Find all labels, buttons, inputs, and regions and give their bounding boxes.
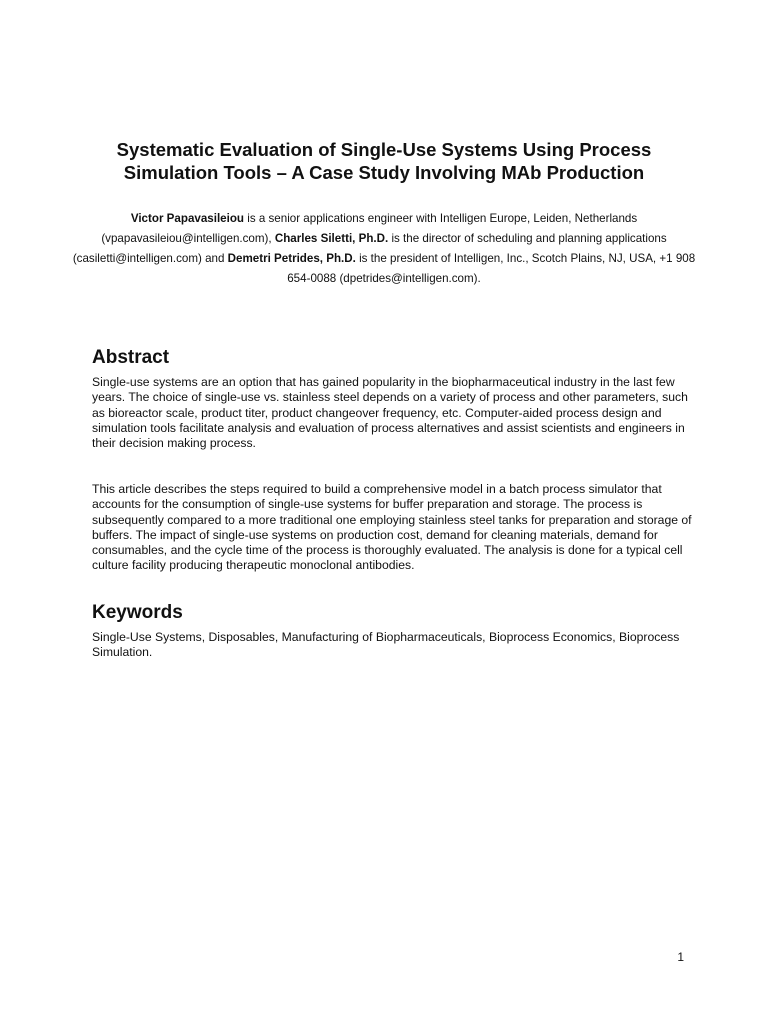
paper-title: Systematic Evaluation of Single-Use Systems Using Process Simulation Tools – A Case Study Involving MAb Production xyxy=(116,139,652,183)
author-affiliation: is the president of Intelligen, Inc., Scotch Plains, NJ, USA, +1 908 654-0088 (dpetrides@intelligen.com). xyxy=(287,252,696,285)
abstract-paragraph: This article describes the steps required to build a comprehensive model in a batch process simulator that accounts for the consumption of single-use systems for buffer preparation and storage. The process is subsequently compared to a more traditional one employing stainless steel tanks for preparation and storage of buffers. The impact of single-use systems on production cost, demand for cleaning materials, demand for consumables, and the cycle time of the process is thoroughly evaluated. The analysis is done for a typical cell culture facility producing therapeutic monoclonal antibodies. xyxy=(92,482,692,573)
abstract-heading: Abstract xyxy=(92,347,170,368)
abstract-paragraph: Single-use systems are an option that has gained popularity in the biopharmaceutical industry in the last few years. The choice of single-use vs. stainless steel depends on a variety of process and other parameters, such as bioreactor scale, product titer, product changeover frequency, etc. Computer-aided process design and simulation tools facilitate analysis and evaluation of process alternatives and assist scientists and engineers in their decision making process. xyxy=(92,375,688,451)
author-name: Demetri Petrides, Ph.D. xyxy=(227,252,356,265)
author-name: Victor Papavasileiou xyxy=(130,212,245,225)
author-affiliation: is the director of scheduling and planning applications (casiletti@intelligen.com) and xyxy=(72,232,667,265)
author-name: Charles Siletti, Ph.D. xyxy=(274,232,389,245)
author-affiliation: is a senior applications engineer with Intelligen Europe, Leiden, Netherlands (vpapavasileiou@intelligen.com), xyxy=(101,212,638,245)
keywords-heading: Keywords xyxy=(92,602,183,623)
author-affiliations xyxy=(64,209,704,289)
keywords-text: Single-Use Systems, Disposables, Manufacturing of Biopharmaceuticals, Bioprocess Economics, Bioprocess Simulation. xyxy=(92,630,680,660)
page-number: 1 xyxy=(677,950,684,964)
